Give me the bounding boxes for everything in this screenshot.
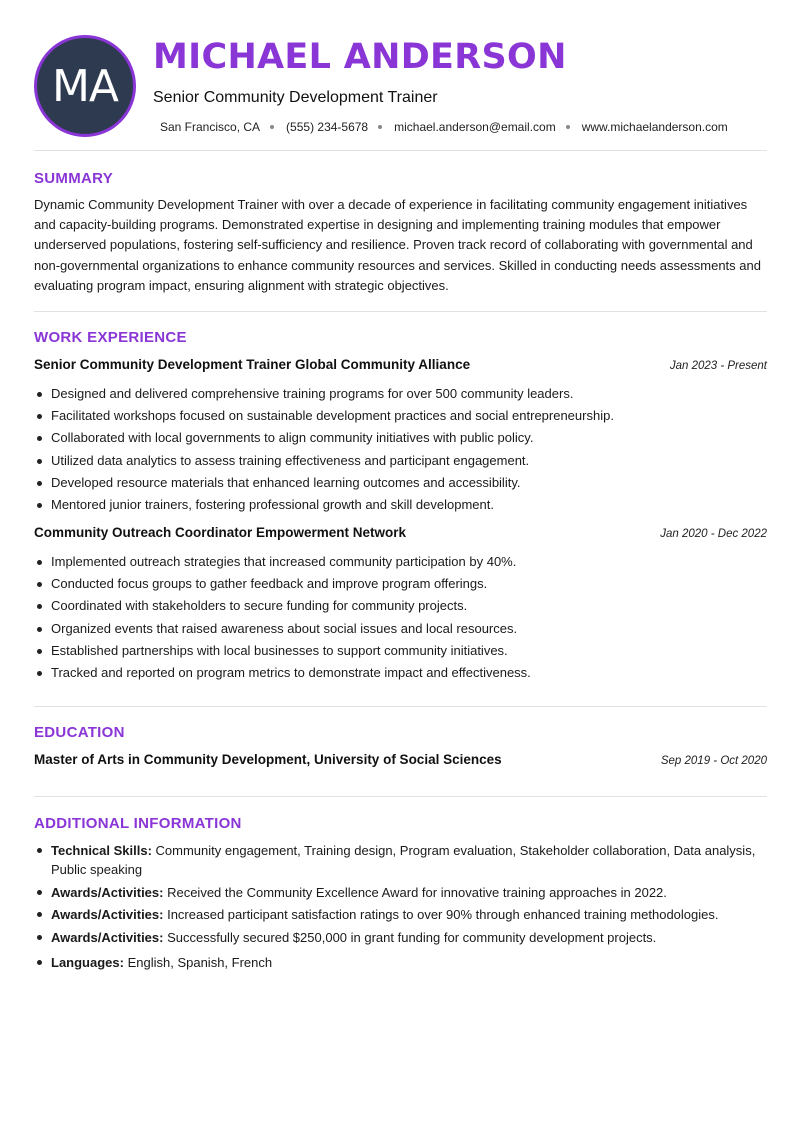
avatar (34, 35, 136, 137)
education-entry (34, 752, 767, 767)
list-item: Established partnerships with local businesses to support community initiatives. (34, 640, 767, 662)
list-item (34, 883, 769, 902)
job-title: Senior Community Development Trainer (153, 89, 438, 106)
contact-bar (160, 120, 728, 134)
list-item: Collaborated with local governments to align community initiatives with public policy. (34, 427, 767, 449)
education-dates: Sep 2019 - Oct 2020 (660, 755, 767, 767)
additional-info-list (34, 841, 769, 975)
job-dates: Jan 2023 - Present (669, 360, 767, 372)
section-divider (34, 796, 767, 797)
additional-info-heading: ADDITIONAL INFORMATION (34, 815, 242, 832)
list-item: Organized events that raised awareness about social issues and local resources. (34, 618, 767, 640)
list-item: Utilized data analytics to assess training effectiveness and participant engagement. (34, 450, 767, 472)
candidate-name: MICHAEL ANDERSON (153, 37, 567, 77)
list-item: Facilitated workshops focused on sustainable development practices and social entrepreneurship. (34, 405, 767, 427)
job-entry (34, 525, 767, 684)
education-heading: EDUCATION (34, 724, 125, 741)
contact-email[interactable]: michael.anderson@email.com (394, 120, 556, 134)
list-item: Conducted focus groups to gather feedback and improve program offerings. (34, 573, 767, 595)
info-text: Community engagement, Training design, Program evaluation, Stakeholder collaboration, Data analysis, Public speaking (51, 843, 756, 877)
list-item (34, 841, 769, 879)
section-divider (34, 150, 767, 151)
education-degree: Master of Arts in Community Development, University of Social Sciences (34, 752, 502, 767)
info-label: Languages: (51, 954, 124, 970)
job-header (34, 525, 767, 545)
contact-phone: (555) 234-5678 (286, 120, 369, 134)
info-text: Increased participant satisfaction ratings to over 90% through enhanced training methodologies. (163, 907, 719, 922)
section-divider (34, 311, 767, 312)
job-dates: Jan 2020 - Dec 2022 (660, 528, 767, 540)
info-text: Received the Community Excellence Award for innovative training approaches in 2022. (163, 884, 667, 900)
separator-dot-icon (378, 125, 382, 129)
info-label: Technical Skills: (51, 843, 152, 858)
job-bullets (34, 551, 767, 684)
job-role: Senior Community Development Trainer Global Community Alliance (34, 357, 471, 372)
list-item (34, 953, 769, 972)
separator-dot-icon (270, 125, 274, 129)
section-divider (34, 706, 767, 707)
list-item: Tracked and reported on program metrics to demonstrate impact and effectiveness. (34, 662, 767, 684)
info-text: English, Spanish, French (123, 954, 273, 970)
avatar-initials: MA (51, 60, 119, 112)
info-label: Awards/Activities: (51, 907, 164, 922)
list-item: Coordinated with stakeholders to secure funding for community projects. (34, 595, 767, 617)
separator-dot-icon (566, 125, 570, 129)
job-role: Community Outreach Coordinator Empowerment Network (34, 525, 407, 540)
list-item: Designed and delivered comprehensive training programs for over 500 community leaders. (34, 383, 767, 405)
list-item: Implemented outreach strategies that increased community participation by 40%. (34, 551, 767, 573)
info-text: Successfully secured $250,000 in grant funding for community development projects. (163, 929, 657, 945)
job-entry (34, 357, 767, 516)
list-item: Mentored junior trainers, fostering professional growth and skill development. (34, 494, 767, 516)
info-label: Awards/Activities: (51, 884, 164, 900)
job-bullets (34, 383, 767, 516)
summary-text: Dynamic Community Development Trainer with over a decade of experience in facilitating community engagement initiatives and capacity-building programs. Demonstrated expertise in designing and implementing training modules that empower underserved populations, fostering self-sufficiency and resilience. Proven track record of collaborating with governmental and non-governmental organizations to enhance community resources and services. Skilled in conducting needs assessments and evaluating program impact, ensuring alignment with strategic objectives. (34, 197, 761, 293)
summary-heading: SUMMARY (34, 170, 114, 187)
list-item: Developed resource materials that enhanced learning outcomes and accessibility. (34, 472, 767, 494)
list-item (34, 928, 769, 947)
info-label: Awards/Activities: (51, 929, 164, 945)
contact-website[interactable]: www.michaelanderson.com (581, 120, 728, 134)
contact-location: San Francisco, CA (160, 120, 261, 134)
work-experience-heading: WORK EXPERIENCE (34, 329, 187, 346)
job-header (34, 357, 767, 377)
list-item (34, 905, 769, 924)
